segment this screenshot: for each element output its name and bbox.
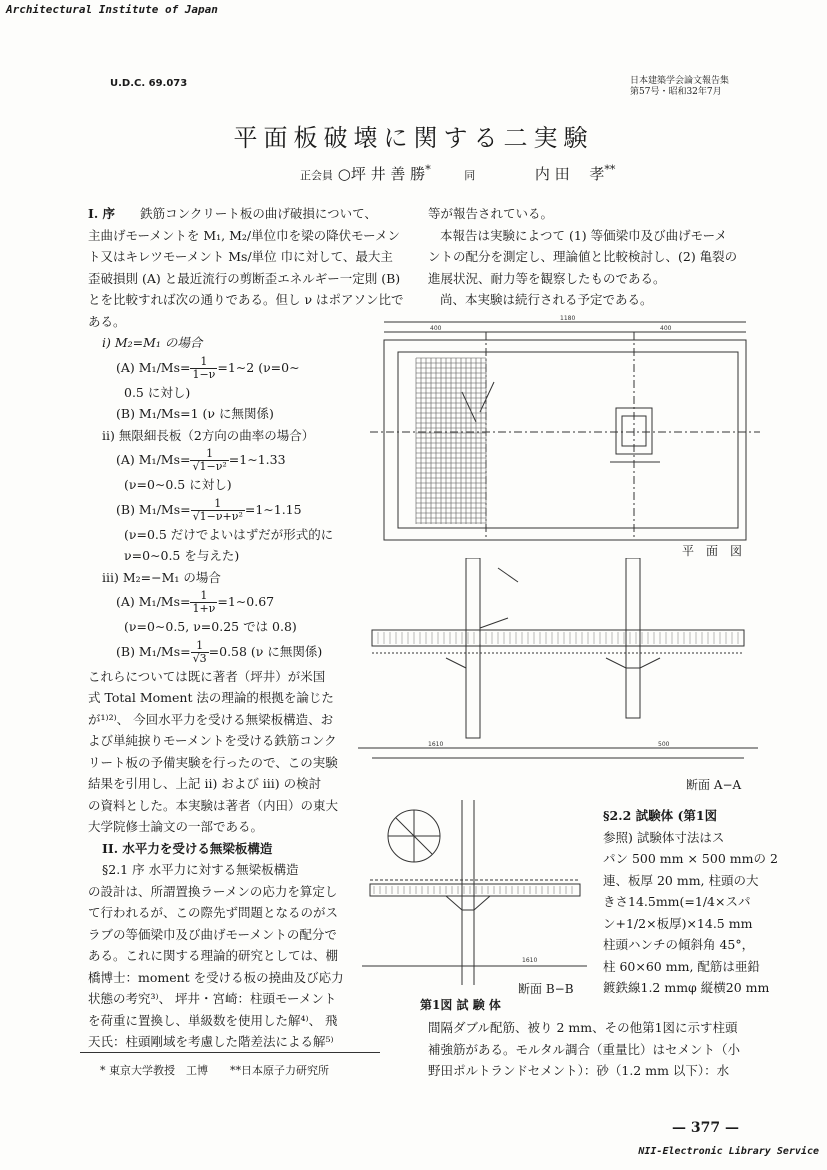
s22-line: きさ14.5mm(=1/4×スパ — [603, 894, 751, 909]
s1-tail-line: 式 Total Moment 法の理論的根拠を論じた — [88, 690, 334, 705]
fraction — [190, 356, 217, 381]
svg-text:400: 400 — [660, 325, 672, 332]
s2-line: の設計は、所謂置換ラーメンの応力を算定し — [88, 883, 338, 899]
fraction-denominator: √1−ν² — [192, 460, 227, 473]
page-number: — 377 — — [672, 1120, 739, 1136]
case-i-B: (B) M₁/Ms=1 (ν に無関係) — [116, 406, 274, 421]
s2-line: 状態の考究³⁾、 坪井・宮崎：柱頭モーメント — [88, 991, 337, 1006]
equation-label: (B) M₁/Ms= — [116, 501, 191, 517]
author2-mark: ** — [604, 163, 616, 176]
s22-line: ン+1/2×板厚)×14.5 mm — [603, 915, 753, 931]
right-top-line: 本報告は実験によつて (1) 等価梁巾及び曲げモーメ — [440, 227, 728, 243]
case-ii-A — [88, 446, 356, 474]
section-aa-drawing — [358, 558, 758, 768]
journal-line-2: 第57号・昭和32年7月 — [630, 87, 722, 97]
author1-name: ○坪 井 善 勝 — [337, 165, 426, 183]
right-bottom-line: 間隔ダブル配筋、被り 2 mm、その他第1図に示す柱頭 — [428, 1020, 738, 1035]
section1-first-line — [88, 203, 377, 225]
right-top-line: ントの配分を測定し、理論値と比較検討し、(2) 亀裂の — [428, 249, 738, 264]
case-ii-heading: ii) 無限細長板（2方向の曲率の場合） — [102, 427, 315, 443]
footnote: * 東京大学教授 工博 **日本原子力研究所 — [100, 1064, 329, 1077]
case-ii-B-cont: ν=0∼0.5 を与えた) — [124, 548, 240, 563]
s1-tail-line: 大学院修士論文の一部である。 — [88, 819, 264, 834]
fraction — [190, 448, 228, 473]
footnote-rule — [80, 1052, 380, 1053]
caption-section-aa: 断面 A−A — [686, 778, 742, 792]
s1-tail-line: 結果を引用し、上記 ii) および iii) の検討 — [88, 776, 322, 791]
s2-line: §2.1 序 水平力に対する無梁板構造 — [102, 862, 299, 877]
case-ii-A-cont: (ν=0∼0.5 に対し) — [124, 477, 232, 492]
s1-line: ト又はキレツモーメント Ms/単位 巾に対して、最大主 — [88, 249, 393, 264]
fraction-numerator: 1 — [190, 448, 228, 461]
s22-line: 柱 60×60 mm, 配筋は亜鉛 — [603, 958, 760, 974]
s22-line: 鍍鉄線1.2 mmφ 縦横20 mm — [603, 980, 770, 995]
equation-label: (B) M₁/Ms= — [116, 643, 191, 659]
fraction-denominator: √3 — [192, 651, 207, 665]
institute-header: Architectural Institute of Japan — [6, 3, 218, 16]
s1-tail-line: が¹⁾²⁾、 今回水平力を受ける無梁板構造、お — [88, 711, 334, 727]
s1-line: ある。 — [88, 313, 126, 329]
s22-line: 連、板厚 20 mm, 柱頭の大 — [603, 872, 759, 888]
journal-info — [630, 76, 729, 98]
svg-text:1610: 1610 — [428, 741, 444, 748]
journal-line-1: 日本建築学会論文報告集 — [630, 76, 730, 86]
author1-mark: * — [425, 163, 431, 176]
case-i-A-cont: 0.5 に対し) — [124, 384, 191, 400]
s2-line: 天氏：柱頭剛域を考慮した階差法による解⁵⁾ — [88, 1034, 334, 1049]
case-iii-heading: iii) M₂=−M₁ の場合 — [102, 569, 221, 585]
author-line — [300, 163, 615, 184]
section2-heading: II. 水平力を受ける無梁板構造 — [102, 840, 273, 856]
s2-line: て行われるが、この際先ず問題となるのがス — [88, 905, 339, 920]
right-top-line: 進展状況、耐力等を観察したものである。 — [428, 270, 666, 286]
caption-section-bb: 断面 B−B — [518, 982, 574, 996]
s1-line: 歪破損則 (A) と最近流行の剪断歪エネルギー一定則 (B) — [88, 270, 401, 286]
fraction — [191, 498, 245, 523]
svg-text:500: 500 — [658, 741, 670, 748]
s2-line: 橋博士：moment を受ける板の撓曲及び応力 — [88, 969, 344, 985]
s1-tail-line: よび単純捩りモーメントを受ける鉄筋コンク — [88, 733, 337, 748]
s1-line: とを比較すれば次の通りである。但し ν はポアソン比で — [88, 292, 404, 307]
s22-line: 柱頭ハンチの傾斜角 45°， — [603, 937, 755, 952]
right-column-bottom — [428, 1017, 760, 1082]
section-2-2 — [603, 805, 778, 999]
section-bb-drawing — [362, 800, 587, 985]
case-ii-B-cont: (ν=0.5 だけでよいはずだが形式的に — [124, 526, 334, 542]
equation-tail: =1∼1.15 — [244, 501, 302, 517]
fraction — [191, 640, 209, 665]
equation-label: (A) M₁/Ms= — [116, 359, 191, 375]
author1-prefix: 正会員 — [300, 169, 333, 182]
s22-line: パン 500 mm × 500 mmの 2 — [603, 851, 778, 866]
case-iii-A-cont: (ν=0∼0.5, ν=0.25 では 0.8) — [124, 619, 297, 634]
case-iii-A — [88, 588, 356, 616]
fraction-numerator: 1 — [191, 640, 209, 653]
s1-line: 鉄筋コンクリート板の曲げ破損について、 — [140, 206, 377, 221]
paper-title: 平面板破壊に関する二実験 — [233, 124, 594, 152]
s2-line: ある。これに関する理論的研究としては、棚 — [88, 948, 339, 963]
right-bottom-line: 補強筋がある。モルタル調合（重量比）はセメント（小 — [428, 1041, 741, 1057]
fraction-numerator: 1 — [190, 356, 217, 369]
plan-view-drawing — [370, 312, 760, 544]
case-iii-B — [88, 638, 356, 666]
equation-tail: =1∼2 (ν=0∼ — [217, 359, 300, 375]
equation-label: (A) M₁/Ms= — [116, 594, 191, 609]
right-top-line: 等が報告されている。 — [428, 206, 554, 221]
udc-code: U.D.C. 69.073 — [110, 78, 188, 89]
svg-text:400: 400 — [430, 325, 442, 332]
fraction-denominator: 1+ν — [192, 602, 216, 615]
section1-heading: I. 序 — [88, 206, 116, 221]
svg-text:1610: 1610 — [522, 957, 538, 964]
case-ii-B — [88, 496, 356, 524]
equation-tail: =0.58 (ν に無関係) — [208, 643, 323, 659]
equation-label: (A) M₁/Ms= — [116, 452, 191, 467]
right-column-top — [428, 203, 758, 311]
caption-plan: 平 面 図 — [682, 544, 743, 558]
s1-tail-line: リート板の予備実験を行ったので、この実験 — [88, 754, 338, 770]
s22-line: 参照) 試験体寸法はス — [603, 829, 725, 845]
s1-tail-line: の資料とした。本実験は著者（内田）の東大 — [88, 797, 339, 813]
author2-name: 内 田 孝 — [534, 165, 605, 183]
s1-tail-line: これらについては既に著者（坪井）が米国 — [88, 668, 326, 684]
s22-line: §2.2 試験体 (第1図 — [603, 808, 718, 823]
case-i-A — [88, 354, 356, 382]
equation-tail: =1∼1.33 — [228, 452, 286, 467]
fraction-denominator: √1−ν+ν² — [192, 509, 243, 523]
right-bottom-line: 野田ポルトランドセメント）：砂（1.2 mm 以下）：水 — [428, 1063, 730, 1078]
case-i-heading: i) M₂=M₁ の場合 — [102, 335, 203, 350]
fraction — [190, 590, 217, 615]
s2-line: ラブの等価梁巾及び曲げモーメントの配分で — [88, 926, 337, 942]
s1-line: 主曲げモーメントを M₁, M₂/単位巾を梁の降伏モーメン — [88, 227, 401, 243]
right-top-line: 尚、本実験は続行される予定である。 — [440, 292, 653, 307]
left-column — [88, 203, 404, 1053]
fraction-denominator: 1−ν — [192, 367, 216, 381]
s2-line: を荷重に置換し、単級数を使用した解⁴⁾、 飛 — [88, 1012, 338, 1028]
library-footer: NII-Electronic Library Service — [638, 1146, 819, 1157]
author2-prefix: 同 — [464, 169, 476, 182]
svg-text:1180: 1180 — [560, 315, 576, 322]
equation-tail: =1∼0.67 — [217, 594, 275, 609]
figure-1-caption: 第1図 試 験 体 — [420, 998, 501, 1012]
fraction-numerator: 1 — [191, 498, 245, 511]
fraction-numerator: 1 — [190, 590, 217, 603]
